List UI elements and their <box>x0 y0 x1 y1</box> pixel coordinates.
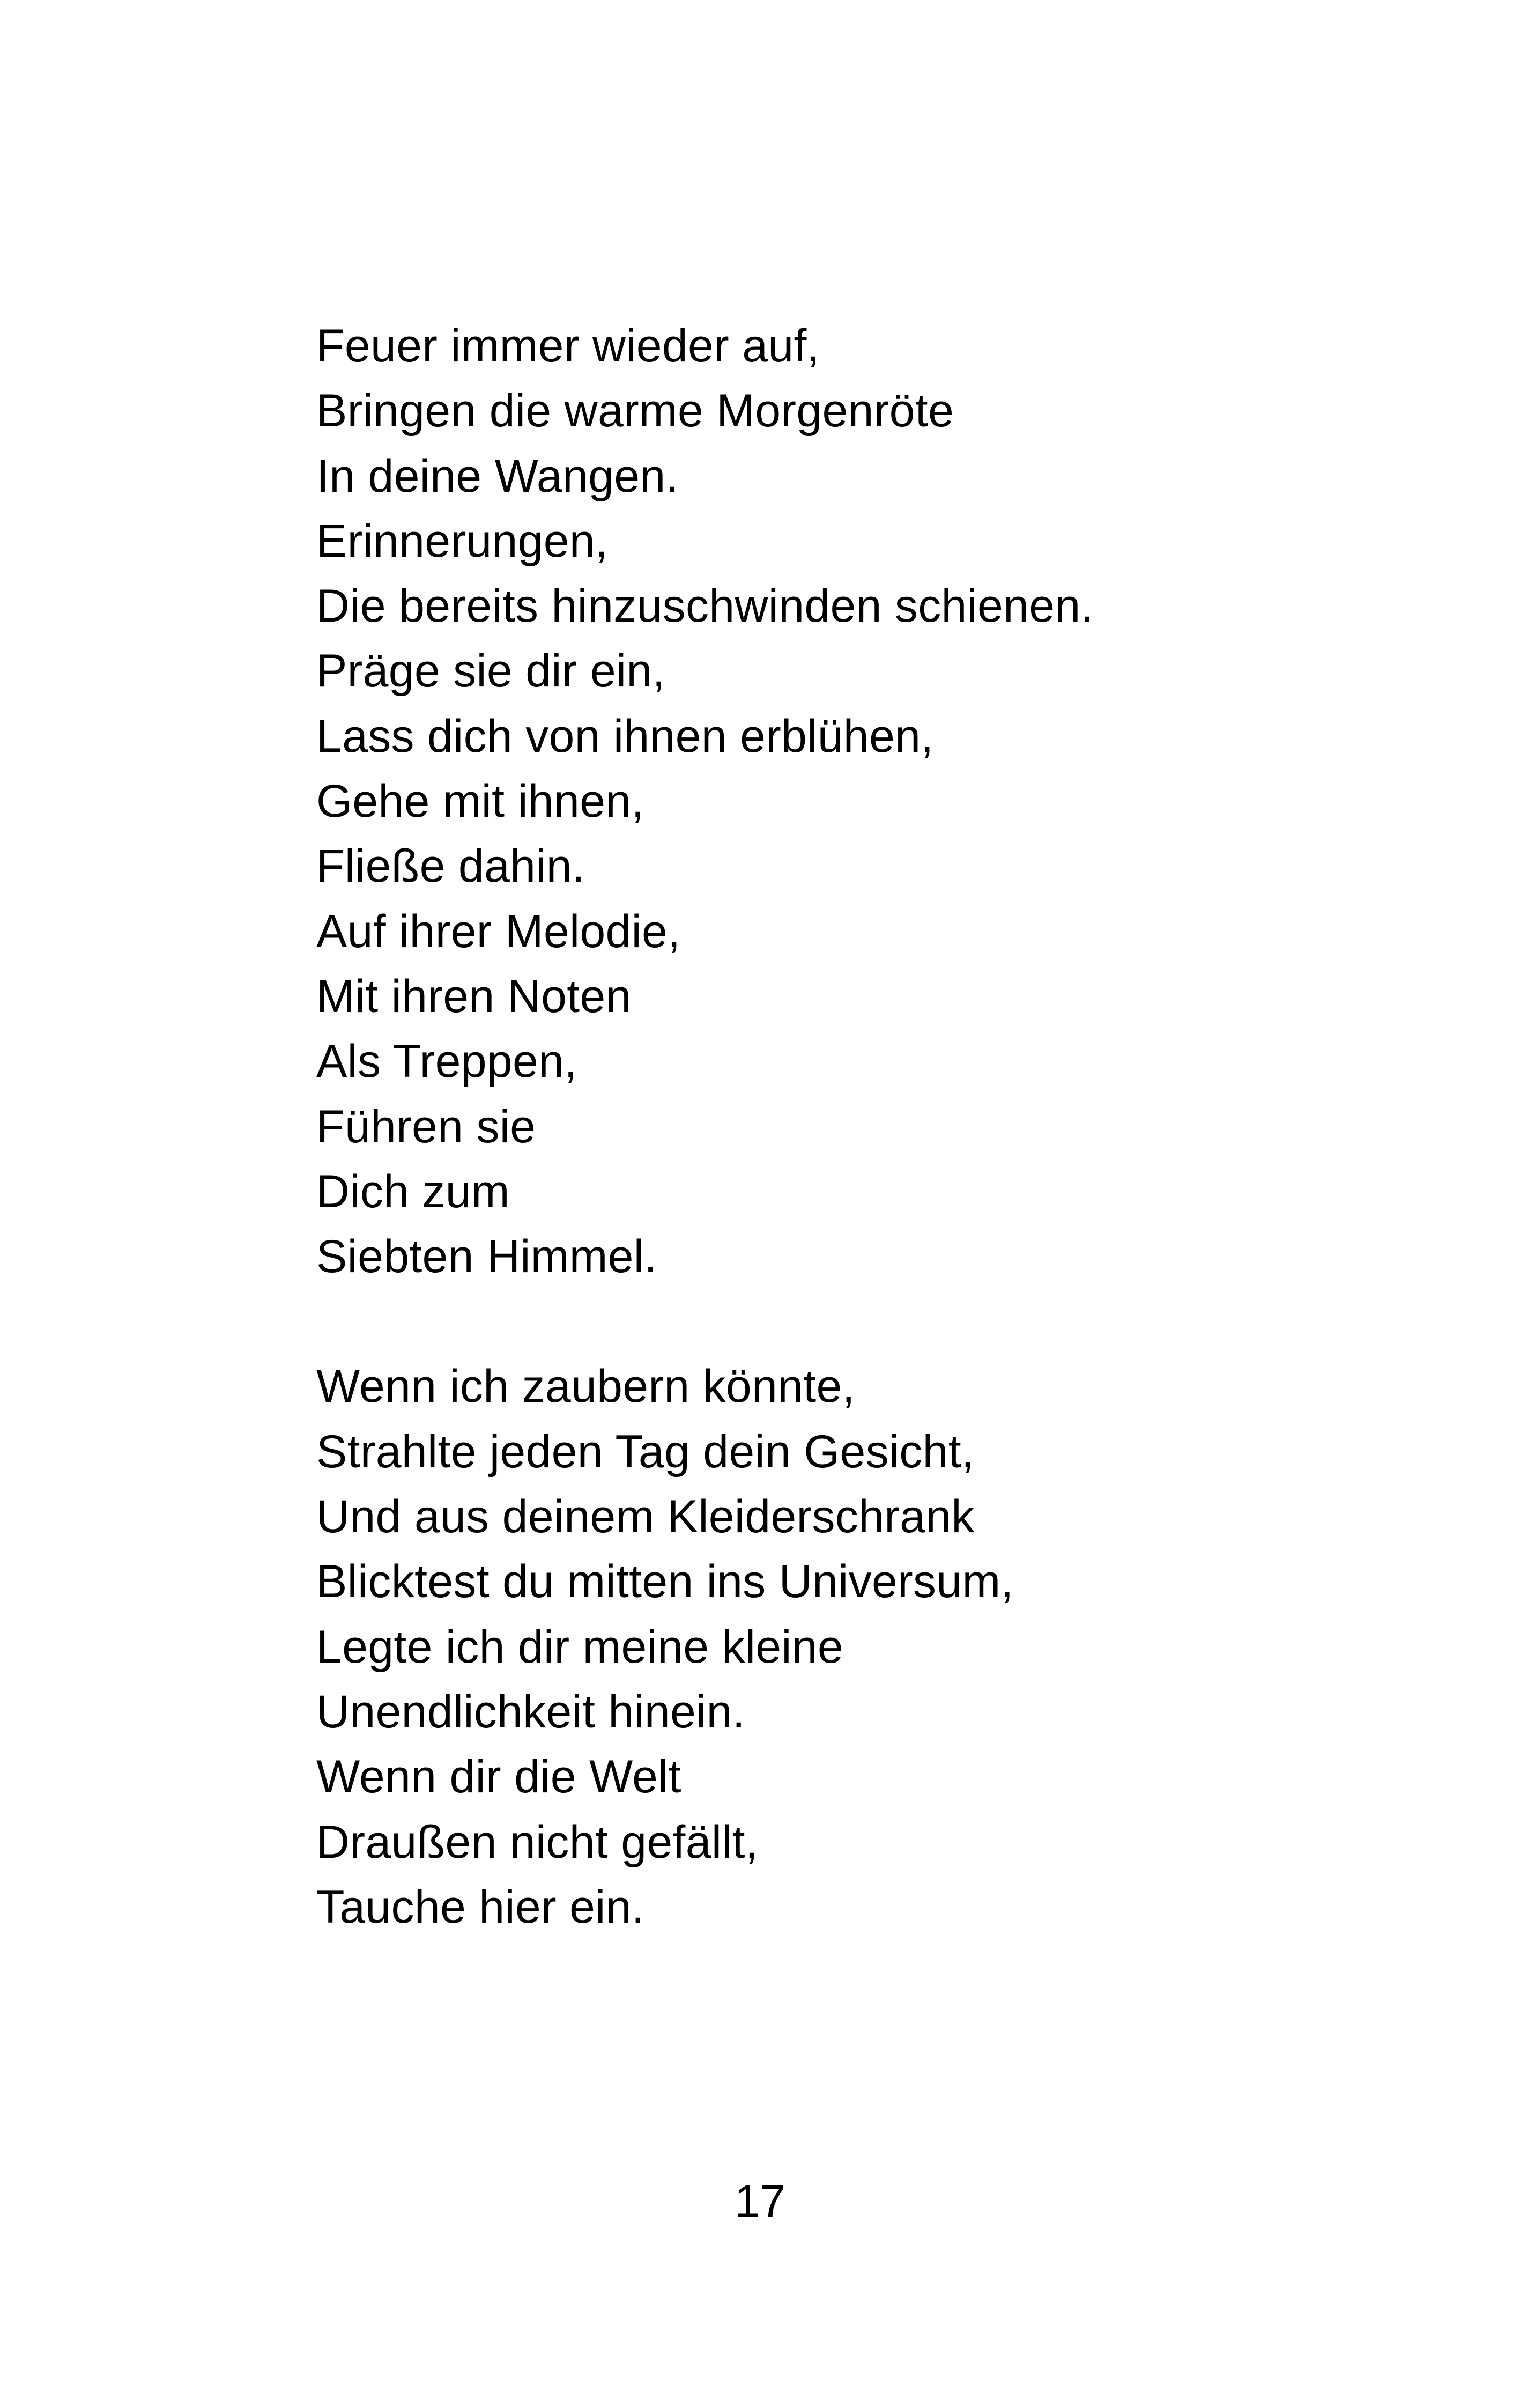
poem-line: Fließe dahin. <box>316 840 585 892</box>
poem-line: Präge sie dir ein, <box>316 645 665 697</box>
poem-line: Als Treppen, <box>316 1036 577 1088</box>
poem-line: Strahlte jeden Tag dein Gesicht, <box>316 1425 975 1478</box>
poem-line: Wenn dir die Welt <box>316 1751 681 1803</box>
poem-line: Bringen die warme Morgenröte <box>316 385 954 437</box>
poem-line: Führen sie <box>316 1100 536 1153</box>
poem-line: Mit ihren Noten <box>316 970 632 1022</box>
stanza-1 <box>316 314 1442 1289</box>
poem-line: Auf ihrer Melodie, <box>316 905 681 957</box>
poem <box>316 314 1442 1940</box>
poem-line: Wenn ich zaubern könnte, <box>316 1361 855 1413</box>
poem-line: Lass dich von ihnen erblühen, <box>316 710 934 762</box>
poem-line: In deine Wangen. <box>316 450 679 502</box>
stanza-2 <box>316 1354 1442 1940</box>
poem-line: Erinnerungen, <box>316 515 609 567</box>
poem-line: Blicktest du mitten ins Universum, <box>316 1556 1014 1608</box>
poem-line: Legte ich dir meine kleine <box>316 1621 844 1673</box>
poem-line: Draußen nicht gefällt, <box>316 1816 759 1868</box>
page-number: 17 <box>734 2176 786 2227</box>
poem-line: Und aus deinem Kleiderschrank <box>316 1491 975 1543</box>
poem-line: Siebten Himmel. <box>316 1231 657 1283</box>
poem-line: Gehe mit ihnen, <box>316 775 644 828</box>
poem-line: Feuer immer wieder auf, <box>316 320 820 372</box>
poem-line: Tauche hier ein. <box>316 1881 644 1933</box>
poem-line: Dich zum <box>316 1165 510 1217</box>
poem-line: Unendlichkeit hinein. <box>316 1686 745 1738</box>
poem-line: Die bereits hinzuschwinden schienen. <box>316 580 1094 632</box>
